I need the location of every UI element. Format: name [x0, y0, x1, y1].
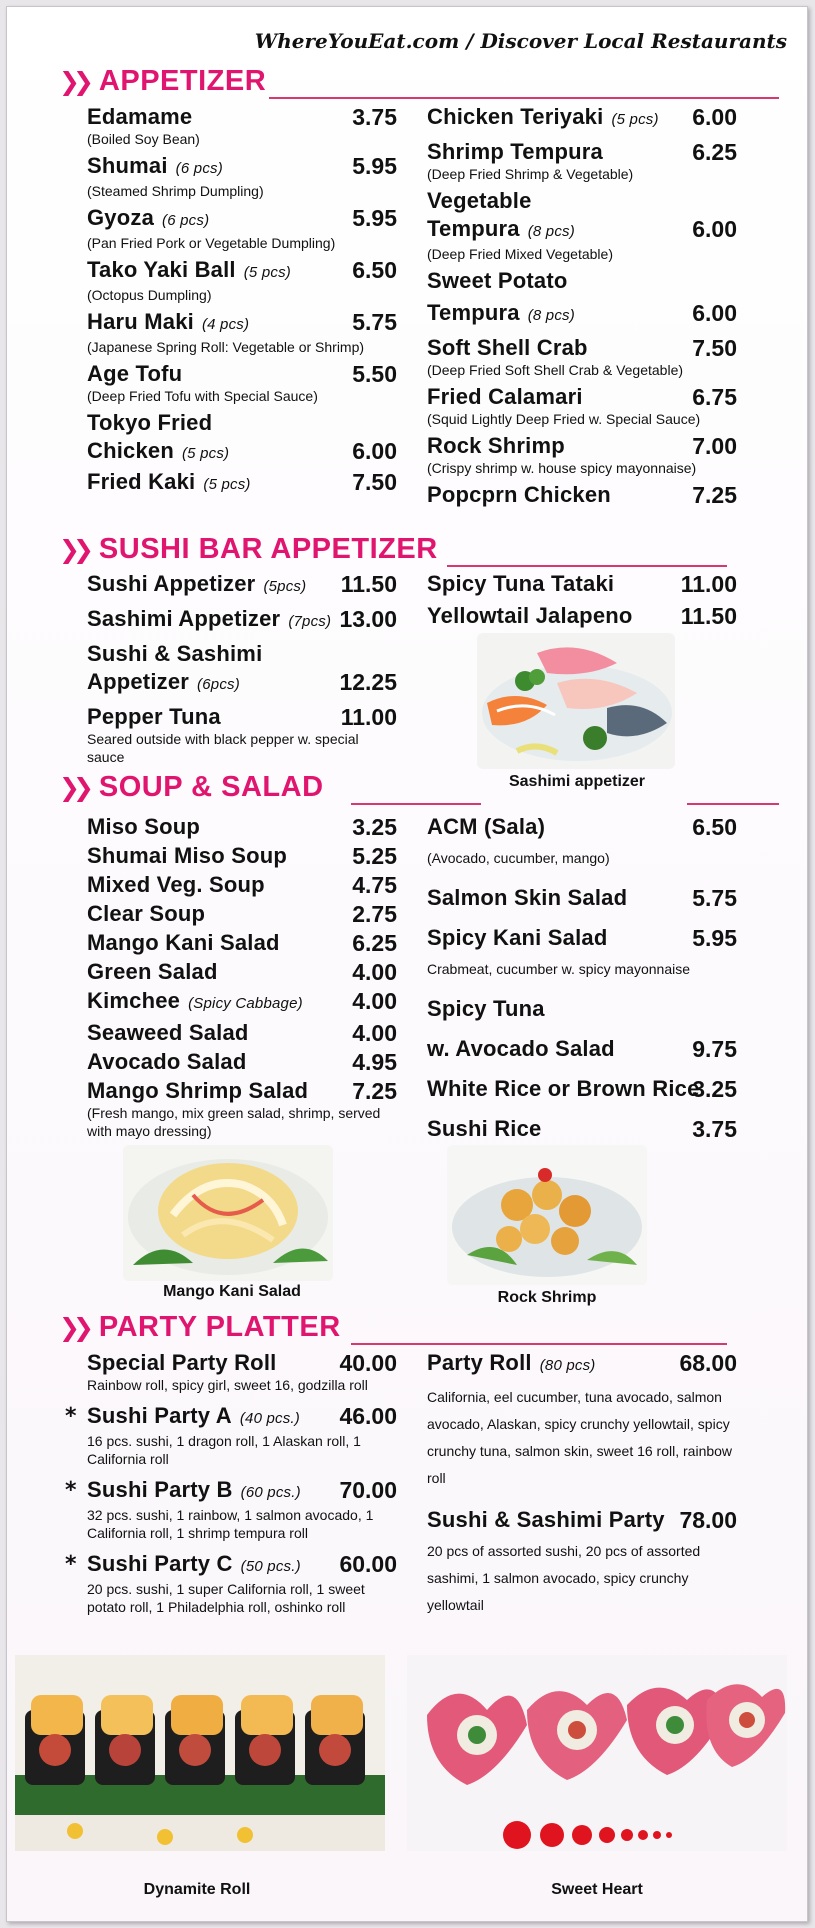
menu-item-name — [87, 360, 397, 388]
menu-item — [87, 1349, 397, 1394]
menu-item-price: 3.25 — [352, 814, 397, 840]
item-name-text: Gyoza — [87, 205, 155, 230]
menu-item-price: 11.50 — [340, 571, 397, 597]
item-name-text: Kimchee — [87, 988, 181, 1013]
menu-item-quantity: (60 pcs.) — [240, 1484, 301, 1501]
menu-item-price: 3.75 — [352, 104, 397, 130]
menu-item-quantity: (4 pcs) — [201, 316, 250, 333]
menu-item — [427, 267, 737, 295]
item-name-text: Mixed Veg. Soup — [87, 872, 265, 897]
menu-item-description: (Fresh mango, mix green salad, shrimp, served with mayo dressing) — [87, 1105, 381, 1139]
item-name-text: Green Salad — [87, 959, 218, 984]
menu-item-price: 13.00 — [339, 606, 397, 632]
star-marker: * — [65, 1552, 77, 1577]
menu-item — [427, 995, 737, 1023]
sweet-heart-photo — [407, 1655, 787, 1851]
menu-item-name — [427, 267, 737, 295]
menu-item-name — [87, 103, 397, 131]
star-marker: * — [65, 1404, 77, 1429]
item-name-text: Edamame — [87, 104, 193, 129]
menu-item-price: 3.75 — [692, 1116, 737, 1142]
menu-item-price: 2.75 — [352, 901, 397, 927]
menu-item-quantity: (6pcs) — [197, 676, 240, 693]
menu-item-description: (Avocado, cucumber, mango) — [427, 850, 610, 866]
menu-item-price: 68.00 — [679, 1350, 737, 1376]
menu-item — [87, 1019, 397, 1047]
item-name-text: Spicy Kani Salad — [427, 925, 608, 950]
menu-item-price: 3.25 — [692, 1076, 737, 1102]
menu-item-price: 11.00 — [680, 571, 737, 597]
menu-item-name — [87, 152, 397, 183]
menu-item-quantity: (Spicy Cabbage) — [188, 995, 303, 1012]
party-right-column — [427, 1349, 737, 1619]
sashimi-appetizer-photo — [477, 633, 675, 769]
menu-item — [87, 103, 397, 148]
section-rule — [687, 803, 779, 805]
item-name-text: Sushi Party B — [87, 1477, 233, 1502]
menu-item-quantity: (5 pcs) — [181, 445, 230, 462]
menu-item-price: 4.00 — [352, 988, 397, 1014]
menu-item-price: 60.00 — [339, 1551, 397, 1577]
menu-item — [87, 437, 397, 468]
double-chevron-icon: ❯❯ — [59, 67, 87, 96]
menu-item-price: 4.00 — [352, 1020, 397, 1046]
item-name-text: Salmon Skin Salad — [427, 885, 628, 910]
menu-item-description: Rainbow roll, spicy girl, sweet 16, godzilla roll — [87, 1377, 368, 1393]
menu-item — [427, 138, 737, 183]
menu-item-name — [87, 813, 397, 841]
menu-item-price: 5.95 — [352, 153, 397, 179]
menu-item-name — [87, 468, 397, 499]
menu-item-quantity: (6 pcs) — [162, 212, 210, 229]
sweet-heart-caption: Sweet Heart — [551, 1881, 643, 1898]
menu-item — [427, 432, 737, 477]
menu-item-price: 6.00 — [352, 438, 397, 464]
menu-item-price: 6.25 — [352, 930, 397, 956]
menu-item-price: 6.00 — [692, 216, 737, 242]
menu-item-name — [427, 215, 737, 246]
menu-item — [87, 900, 397, 928]
item-name-text: Mango Kani Salad — [87, 930, 280, 955]
double-chevron-icon: ❯❯ — [59, 773, 87, 802]
item-name-text: Spicy Tuna Tataki — [427, 571, 615, 596]
menu-item-price: 7.25 — [352, 1078, 397, 1104]
soup-salad-left-column — [87, 813, 397, 1140]
menu-item-price: 7.50 — [692, 335, 737, 361]
item-name-text: Sushi & Sashimi — [87, 641, 263, 666]
menu-item-name — [87, 900, 397, 928]
menu-item — [87, 703, 397, 766]
menu-item-name — [87, 437, 397, 468]
menu-item-name — [87, 1019, 397, 1047]
menu-item-name — [427, 334, 737, 362]
mango-kani-salad-caption: Mango Kani Salad — [163, 1283, 301, 1300]
rock-shrimp-photo — [447, 1145, 647, 1285]
item-name-text: Chicken — [87, 438, 174, 463]
menu-item-description: (Deep Fried Tofu with Special Sauce) — [87, 388, 318, 404]
menu-item-description: (Pan Fried Pork or Vegetable Dumpling) — [87, 235, 336, 251]
menu-item — [87, 842, 397, 870]
double-chevron-icon: ❯❯ — [59, 1313, 87, 1342]
menu-item-description: California, eel cucumber, tuna avocado, salmon avocado, Alaskan, spicy crunchy yellowtail, spicy crunchy tuna, salmon skin, sweet 16 roll, rainbow roll — [427, 1389, 733, 1486]
double-chevron-icon: ❯❯ — [59, 535, 87, 564]
menu-item-name — [427, 103, 737, 134]
menu-item — [87, 152, 397, 200]
menu-item-description: (Squid Lightly Deep Fried w. Special Sauce) — [427, 411, 701, 427]
item-name-text: Shrimp Tempura — [427, 139, 603, 164]
menu-item — [427, 813, 737, 872]
item-name-text: White Rice or Brown Rice — [427, 1076, 700, 1101]
menu-item — [427, 299, 737, 330]
item-name-text: Sushi & Sashimi Party — [427, 1507, 665, 1532]
menu-item — [427, 1035, 737, 1063]
menu-item — [87, 468, 397, 499]
menu-item — [427, 1349, 737, 1492]
menu-item-price: 5.95 — [692, 925, 737, 951]
item-name-text: Rock Shrimp — [427, 433, 565, 458]
menu-item — [87, 813, 397, 841]
menu-item — [427, 884, 737, 912]
menu-item-price: 6.00 — [692, 104, 737, 130]
menu-item-price: 12.25 — [339, 669, 397, 695]
menu-item-price: 6.00 — [692, 300, 737, 326]
menu-item — [427, 924, 737, 983]
item-name-text: Tempura — [427, 300, 520, 325]
menu-item-name — [427, 1115, 737, 1143]
dynamite-roll-caption: Dynamite Roll — [143, 1881, 251, 1898]
menu-item-price: 9.75 — [692, 1036, 737, 1062]
menu-item-description: (Steamed Shrimp Dumpling) — [87, 183, 264, 199]
menu-item-name — [87, 308, 397, 339]
menu-item-price: 5.25 — [352, 843, 397, 869]
menu-item-price: 5.95 — [352, 205, 397, 231]
menu-item-price: 4.75 — [352, 872, 397, 898]
menu-item-price: 5.75 — [692, 885, 737, 911]
menu-item-quantity: (5pcs) — [263, 578, 307, 595]
section-title: PARTY PLATTER — [98, 1311, 341, 1343]
menu-item-name — [87, 640, 397, 668]
item-name-text: Seaweed Salad — [87, 1020, 249, 1045]
item-name-text: Chicken Teriyaki — [427, 104, 604, 129]
menu-item — [65, 1476, 397, 1542]
item-name-text: Pepper Tuna — [87, 704, 221, 729]
menu-item-description: Seared outside with black pepper w. special sauce — [87, 731, 359, 765]
item-name-text: Miso Soup — [87, 814, 201, 839]
menu-item — [87, 871, 397, 899]
menu-item-name — [427, 995, 737, 1023]
item-name-text: Spicy Tuna — [427, 996, 545, 1021]
section-header-sushi-bar — [59, 533, 438, 569]
menu-item-name — [427, 187, 737, 215]
item-name-text: Haru Maki — [87, 309, 194, 334]
menu-item-price: 11.50 — [680, 603, 737, 629]
menu-item-price: 7.00 — [692, 433, 737, 459]
site-banner[interactable]: WhereYouEat.com / Discover Local Restaurants — [254, 29, 787, 53]
menu-item-quantity: (5 pcs) — [203, 476, 251, 493]
item-name-text: Mango Shrimp Salad — [87, 1078, 309, 1103]
menu-item — [427, 334, 737, 379]
menu-item — [65, 1550, 397, 1616]
menu-item — [87, 256, 397, 304]
menu-item-name — [87, 409, 397, 437]
menu-item-quantity: (80 pcs) — [539, 1357, 596, 1374]
menu-item-price: 11.00 — [340, 704, 397, 730]
section-title: SOUP & SALAD — [98, 771, 324, 803]
menu-item-price: 40.00 — [339, 1350, 397, 1376]
item-name-text: Fried Calamari — [427, 384, 583, 409]
menu-item-quantity: (5 pcs) — [611, 111, 659, 128]
menu-item-quantity: (7pcs) — [288, 613, 332, 630]
menu-item-price: 6.50 — [352, 257, 397, 283]
menu-item — [427, 1075, 737, 1103]
item-name-text: Clear Soup — [87, 901, 206, 926]
menu-item — [427, 215, 737, 263]
section-rule — [269, 97, 779, 99]
menu-item-name — [87, 929, 397, 957]
item-name-text: Party Roll — [427, 1350, 532, 1375]
rock-shrimp-caption: Rock Shrimp — [497, 1289, 597, 1306]
sushi-bar-right-column — [427, 570, 737, 630]
menu-item — [427, 602, 737, 630]
menu-item — [87, 409, 397, 437]
menu-item-description: 32 pcs. sushi, 1 rainbow, 1 salmon avocado, 1 California roll, 1 shrimp tempura roll — [87, 1507, 374, 1541]
menu-item — [427, 187, 737, 215]
menu-item-name — [427, 383, 737, 411]
sushi-bar-left-column — [87, 570, 397, 766]
menu-item-price: 78.00 — [679, 1507, 737, 1533]
menu-item-description: (Japanese Spring Roll: Vegetable or Shrimp) — [87, 339, 365, 355]
item-name-text: Shumai Miso Soup — [87, 843, 287, 868]
soup-salad-right-column — [427, 813, 737, 1143]
menu-page — [6, 6, 808, 1922]
section-title: SUSHI BAR APPETIZER — [98, 533, 438, 565]
item-name-text: w. Avocado Salad — [427, 1036, 615, 1061]
menu-item-description: (Octopus Dumpling) — [87, 287, 212, 303]
menu-item — [87, 668, 397, 699]
item-name-text: Appetizer — [87, 669, 190, 694]
menu-item — [87, 1048, 397, 1076]
item-name-text: Popcprn Chicken — [427, 482, 611, 507]
mango-kani-salad-photo — [123, 1145, 333, 1281]
menu-item-quantity: (6 pcs) — [175, 160, 223, 177]
menu-item — [87, 987, 397, 1018]
item-name-text: Avocado Salad — [87, 1049, 247, 1074]
item-name-text: Yellowtail Jalapeno — [427, 603, 633, 628]
item-name-text: ACM (Sala) — [427, 814, 546, 839]
section-title: APPETIZER — [98, 65, 267, 97]
menu-item — [87, 308, 397, 356]
item-name-text: Sushi Party A — [87, 1403, 232, 1428]
menu-item — [87, 360, 397, 405]
menu-item-quantity: (5 pcs) — [243, 264, 291, 281]
item-name-text: Soft Shell Crab — [427, 335, 588, 360]
menu-item-price: 4.95 — [352, 1049, 397, 1075]
menu-item-name — [87, 842, 397, 870]
item-name-text: Tempura — [427, 216, 520, 241]
menu-item — [427, 1115, 737, 1143]
menu-item-name — [87, 958, 397, 986]
item-name-text: Vegetable — [427, 188, 532, 213]
item-name-text: Shumai — [87, 153, 168, 178]
menu-item — [87, 204, 397, 252]
menu-item-quantity: (40 pcs.) — [239, 1410, 300, 1427]
menu-item-quantity: (50 pcs.) — [240, 1558, 301, 1575]
section-header-party-platter — [59, 1311, 341, 1347]
menu-item-name — [427, 924, 737, 952]
menu-item-price: 7.50 — [352, 469, 397, 495]
item-name-text: Tako Yaki Ball — [87, 257, 236, 282]
item-name-text: Sushi Rice — [427, 1116, 542, 1141]
item-name-text: Sweet Potato — [427, 268, 568, 293]
menu-item-price: 4.00 — [352, 959, 397, 985]
section-rule — [351, 803, 481, 805]
item-name-text: Sushi Party C — [87, 1551, 233, 1576]
menu-item-name — [87, 1077, 397, 1105]
menu-item-name — [87, 1048, 397, 1076]
menu-item — [65, 1402, 397, 1468]
menu-item — [87, 929, 397, 957]
menu-item-name — [427, 432, 737, 460]
menu-item-price: 6.25 — [692, 139, 737, 165]
section-rule — [351, 1343, 727, 1345]
menu-item — [427, 383, 737, 428]
menu-item — [87, 605, 397, 636]
menu-item-description: (Deep Fried Mixed Vegetable) — [427, 246, 613, 262]
dynamite-roll-photo — [15, 1655, 385, 1851]
menu-item-name — [87, 204, 397, 235]
menu-item-price: 70.00 — [339, 1477, 397, 1503]
menu-item-description: 20 pcs. sushi, 1 super California roll, 1 sweet potato roll, 1 Philadelphia roll, oshinko roll — [87, 1581, 365, 1615]
menu-item-description: (Deep Fried Shrimp & Vegetable) — [427, 166, 634, 182]
menu-item-price: 46.00 — [339, 1403, 397, 1429]
menu-item-name — [87, 987, 397, 1018]
item-name-text: Tokyo Fried — [87, 410, 213, 435]
menu-item-quantity: (8 pcs) — [527, 223, 575, 240]
section-rule — [447, 565, 727, 567]
menu-item — [427, 103, 737, 134]
menu-item — [427, 1506, 737, 1619]
menu-item-price: 6.50 — [692, 814, 737, 840]
menu-item-description: (Boiled Soy Bean) — [87, 131, 200, 147]
menu-item-description: (Deep Fried Soft Shell Crab & Vegetable) — [427, 362, 684, 378]
appetizer-right-column — [427, 103, 737, 509]
item-name-text: Age Tofu — [87, 361, 183, 386]
menu-item — [87, 640, 397, 668]
menu-item-quantity: (8 pcs) — [527, 307, 575, 324]
menu-item-name — [427, 813, 737, 841]
menu-item — [427, 570, 737, 598]
item-name-text: Fried Kaki — [87, 469, 196, 494]
menu-item-price: 7.25 — [692, 482, 737, 508]
menu-item-name — [427, 481, 737, 509]
menu-item-name — [427, 138, 737, 166]
menu-item-price: 5.75 — [352, 309, 397, 335]
star-marker: * — [65, 1478, 77, 1503]
menu-item-description: Crabmeat, cucumber w. spicy mayonnaise — [427, 961, 690, 977]
item-name-text: Sushi Appetizer — [87, 571, 256, 596]
appetizer-left-column — [87, 103, 397, 499]
item-name-text: Special Party Roll — [87, 1350, 277, 1375]
menu-item — [87, 570, 397, 601]
menu-item — [87, 958, 397, 986]
party-left-column — [65, 1349, 397, 1616]
menu-item-description: 20 pcs of assorted sushi, 20 pcs of assorted sashimi, 1 salmon avocado, spicy crunchy yellowtail — [427, 1543, 701, 1613]
menu-item-price: 6.75 — [692, 384, 737, 410]
menu-item-name — [427, 1075, 737, 1103]
menu-item — [427, 481, 737, 509]
menu-item-name — [427, 884, 737, 912]
menu-item — [87, 1077, 397, 1140]
menu-item-description: (Crispy shrimp w. house spicy mayonnaise) — [427, 460, 697, 476]
section-header-appetizer — [59, 65, 266, 101]
menu-item-price: 5.50 — [352, 361, 397, 387]
section-header-soup-salad — [59, 771, 324, 807]
menu-item-name — [87, 256, 397, 287]
menu-item-name — [87, 871, 397, 899]
item-name-text: Sashimi Appetizer — [87, 606, 281, 631]
menu-item-description: 16 pcs. sushi, 1 dragon roll, 1 Alaskan roll, 1 California roll — [87, 1433, 361, 1467]
menu-item-name — [427, 299, 737, 330]
menu-item-name — [427, 1035, 737, 1063]
sashimi-appetizer-caption: Sashimi appetizer — [508, 773, 646, 790]
